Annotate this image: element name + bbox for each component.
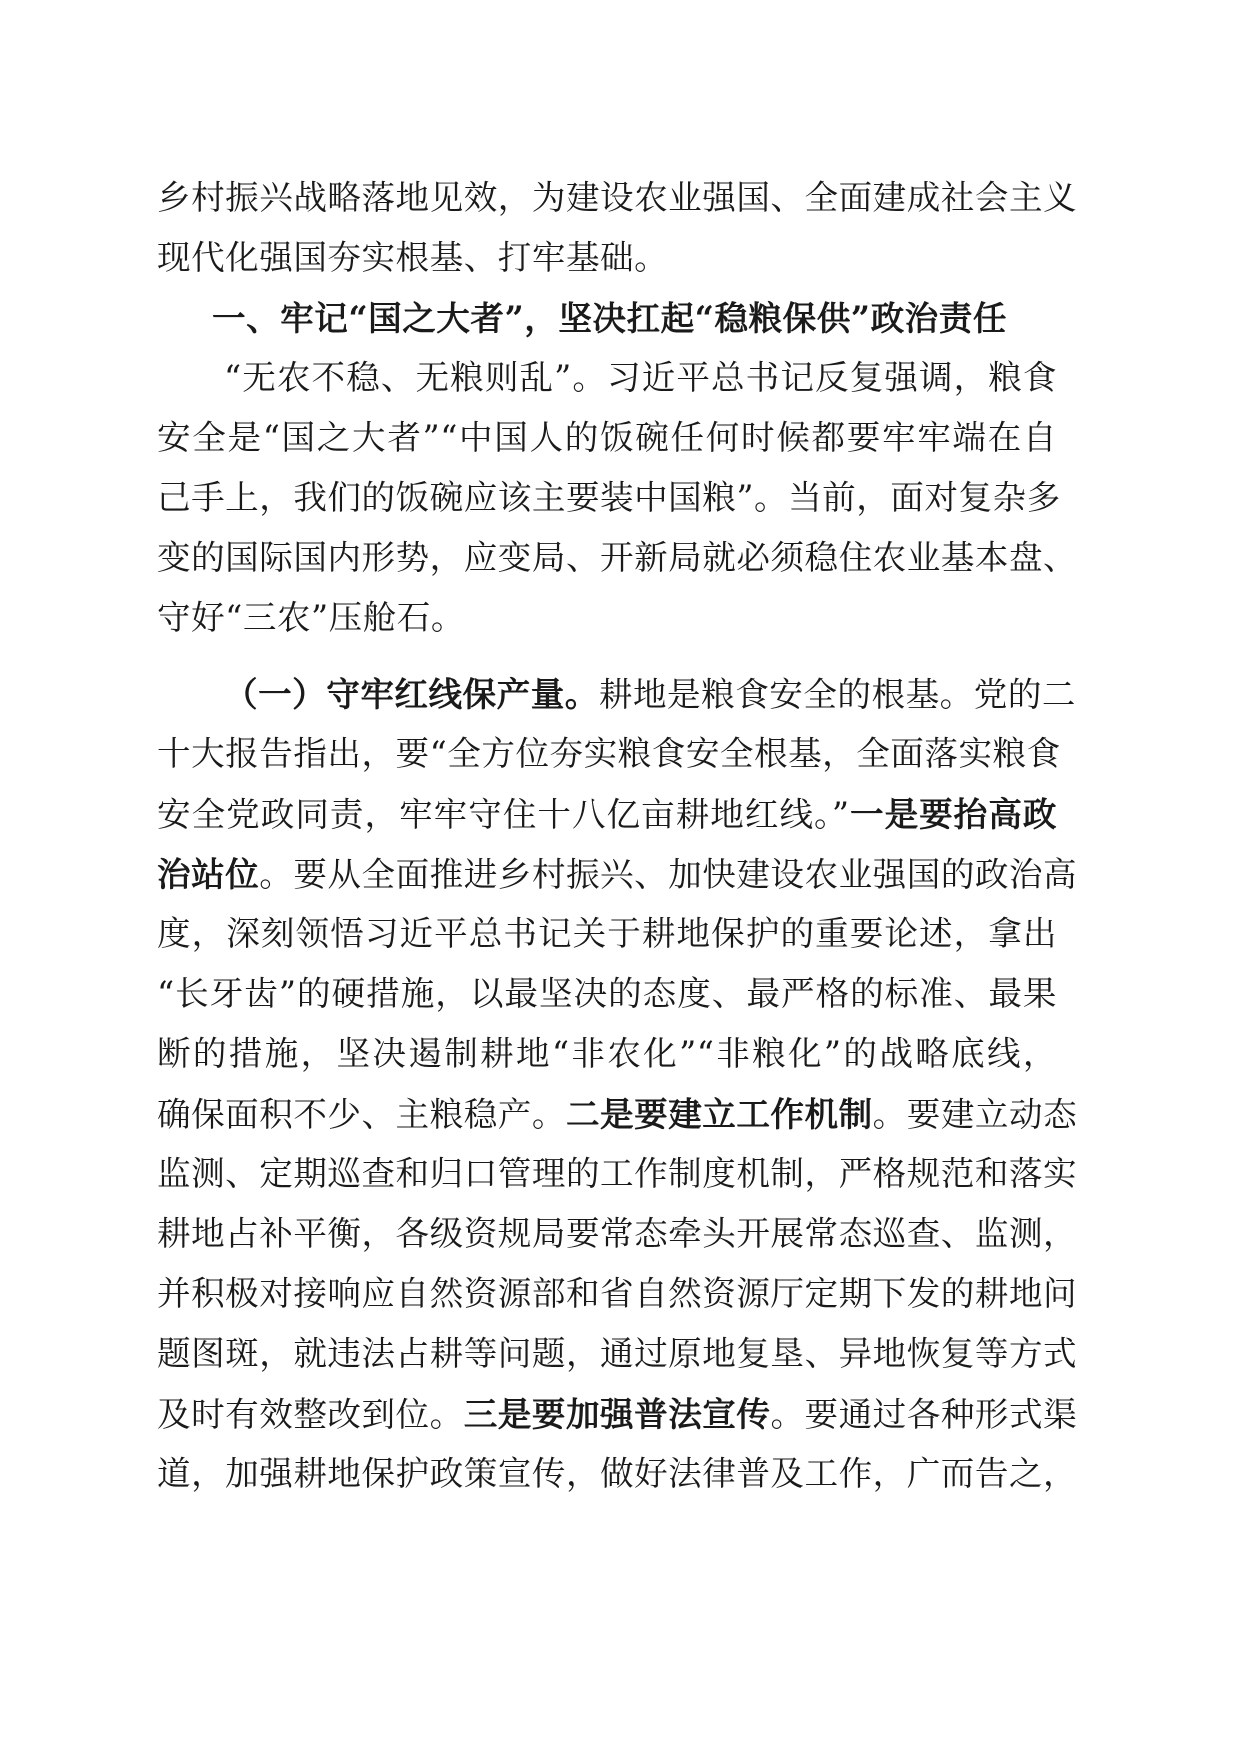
paragraph1-line-5: 守好“三农”压舱石。	[157, 598, 465, 637]
paragraph2-text: 及时有效整改到位。	[157, 1395, 464, 1434]
paragraph2-line-12: 题图斑，就违法占耕等问题，通过原地复垦、异地恢复等方式	[157, 1334, 1078, 1373]
paragraph1-line-4: 变的国际国内形势，应变局、开新局就必须稳住农业基本盘、	[157, 538, 1078, 577]
intro-line-2: 现代化强国夯实根基、打牢基础。	[157, 238, 669, 277]
paragraph2-line-5: 度，深刻领悟习近平总书记关于耕地保护的重要论述，拿出	[157, 914, 1057, 953]
paragraph2-line-9: 监测、定期巡查和归口管理的工作制度机制，严格规范和落实	[157, 1154, 1078, 1193]
point-one-bold-cont: 治站位	[157, 854, 260, 894]
paragraph1-line-3: 己手上，我们的饭碗应该主要装中国粮”。当前，面对复杂多	[157, 478, 1061, 517]
paragraph2-line-11: 并积极对接响应自然资源部和省自然资源厅定期下发的耕地问	[157, 1274, 1078, 1313]
paragraph2-text: 。要从全面推进乡村振兴、加快建设农业强国的政治高	[259, 855, 1078, 894]
paragraph2-line-6: “长牙齿”的硬措施，以最坚决的态度、最严格的标准、最果	[157, 974, 1057, 1013]
paragraph2-text: 。要通过各种形式渠	[770, 1395, 1078, 1434]
point-one-bold: 一是要抬高政	[849, 794, 1057, 834]
paragraph2-text: 确保面积不少、主粮稳产。	[157, 1095, 566, 1134]
intro-line-1: 乡村振兴战略落地见效，为建设农业强国、全面建成社会主义	[157, 178, 1078, 217]
subheading-bold: （一）守牢红线保产量。	[224, 674, 599, 714]
paragraph2-line-1	[157, 664, 1076, 724]
paragraph2-line-13	[157, 1384, 1078, 1444]
paragraph2-line-14: 道，加强耕地保护政策宣传，做好法律普及工作，广而告之，	[157, 1454, 1078, 1493]
paragraph2-line-10: 耕地占补平衡，各级资规局要常态牵头开展常态巡查、监测，	[157, 1214, 1078, 1253]
paragraph1-line-2: 安全是“国之大者”“中国人的饭碗任何时候都要牢牢端在自	[157, 418, 1057, 457]
section-heading: 一、牢记“国之大者”，坚决扛起“稳粮保供”政治责任	[212, 298, 1007, 338]
paragraph2-line-3	[157, 784, 1057, 844]
paragraph2-line-7: 断的措施，坚决遏制耕地“非农化”“非粮化”的战略底线，	[157, 1034, 1057, 1073]
body-text	[157, 168, 1078, 1504]
paragraph2-line-8	[157, 1084, 1078, 1144]
paragraph2-line-4	[157, 844, 1078, 904]
point-three-bold: 三是要加强普法宣传	[463, 1394, 771, 1434]
paragraph2-line-2: 十大报告指出，要“全方位夯实粮食安全根基，全面落实粮食	[157, 734, 1061, 773]
paragraph2-text: 安全党政同责，牢牢守住十八亿亩耕地红线。”	[157, 795, 850, 834]
point-two-bold: 二是要建立工作机制	[565, 1094, 873, 1134]
paragraph2-text: 。要建立动态	[872, 1095, 1078, 1134]
paragraph1-line-1: “无农不稳、无粮则乱”。习近平总书记反复强调，粮食	[224, 358, 1057, 397]
paragraph2-text: 耕地是粮食安全的根基。党的二	[598, 675, 1076, 714]
paragraph-gap	[157, 648, 1057, 664]
